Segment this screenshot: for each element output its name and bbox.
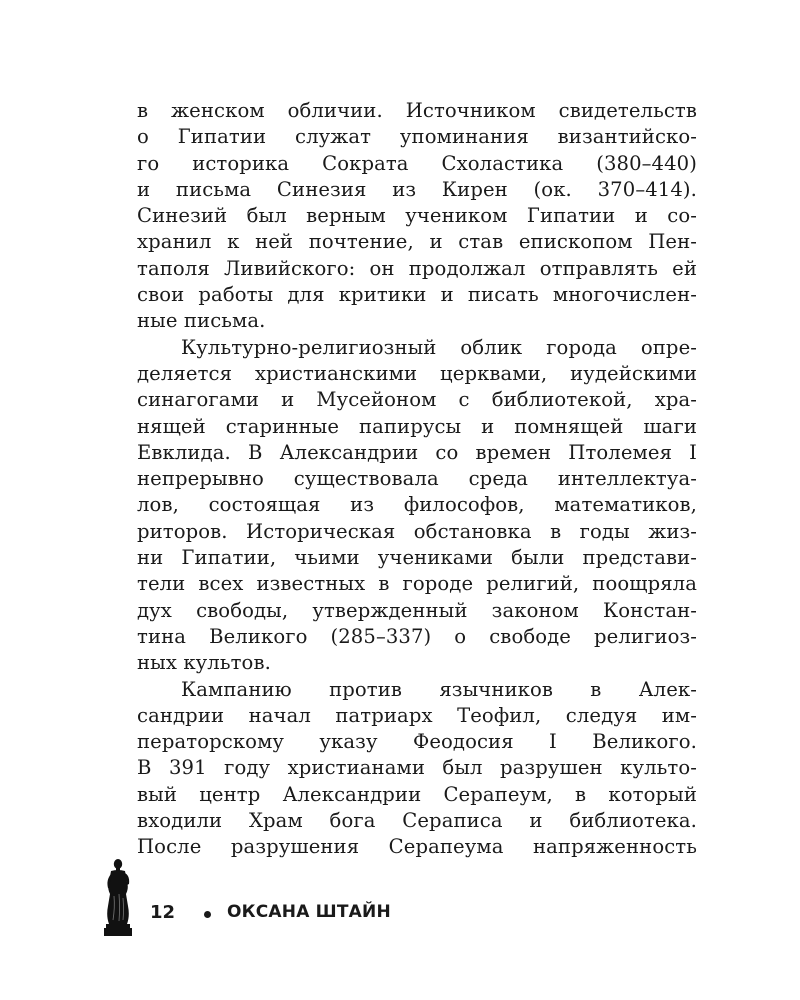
running-footer-author: ОКСАНА ШТАЙН [227,902,391,922]
text-line: Евклида. В Александрии со времен Птолемея I [137,440,697,464]
text-line: непрерывно существовала среда интеллектуа- [137,467,697,491]
text-line: риторов. Историческая обстановка в годы жиз- [137,519,697,543]
page-footer [100,858,700,938]
text-line: Культурно-религиозный облик города опре- [181,335,697,359]
text-line: тели всех известных в городе религий, поощряла [137,572,697,596]
text-line: Синезий был верным учеником Гипатии и со- [137,204,697,228]
text-line: После разрушения Серапеума напряженность [137,835,697,859]
text-line: нящей старинные папирусы и помнящей шаги [137,414,697,438]
text-line: хранил к ней почтение, и став епископом Пен- [137,230,697,254]
page-body-text [137,98,697,861]
text-line: синагогами и Мусейоном с библиотекой, хра- [137,388,697,412]
text-line: Кампанию против язычников в Алек- [181,677,697,701]
text-line: и письма Синезия из Кирен (ок. 370–414). [137,177,697,201]
text-line: о Гипатии служат упоминания византийско- [137,125,697,149]
text-line: сандрии начал патриарх Теофил, следуя им- [137,703,697,727]
text-line: ни Гипатии, чьими учениками были представи- [137,546,697,570]
text-line: в женском обличии. Источником свидетельств [137,99,697,122]
text-line: вый центр Александрии Серапеум, в который [137,782,697,806]
text-line: деляется христианскими церквами, иудейскими [137,361,697,385]
text-line: го историка Сократа Схоластика (380–440) [137,151,697,175]
text-line: входили Храм бога Сераписа и библиотека. [137,809,697,833]
text-line: таполя Ливийского: он продолжал отправлять ей [137,256,697,280]
text-line: дух свободы, утвержденный законом Констан- [137,598,697,622]
text-line: тина Великого (285–337) о свободе религиоз- [137,624,697,648]
footer-bullet [204,911,211,918]
text-line: В 391 году христианами был разрушен культо- [137,756,697,780]
text-line: свои работы для критики и писать многочислен- [137,283,697,307]
text-line: ных культов. [137,651,271,675]
text-line: ператорскому указу Феодосия I Великого. [137,730,697,754]
statue-icon [100,858,136,936]
text-line: ные письма. [137,309,266,333]
page-number: 12 [150,902,176,923]
text-line: лов, состоящая из философов, математиков, [137,493,697,517]
